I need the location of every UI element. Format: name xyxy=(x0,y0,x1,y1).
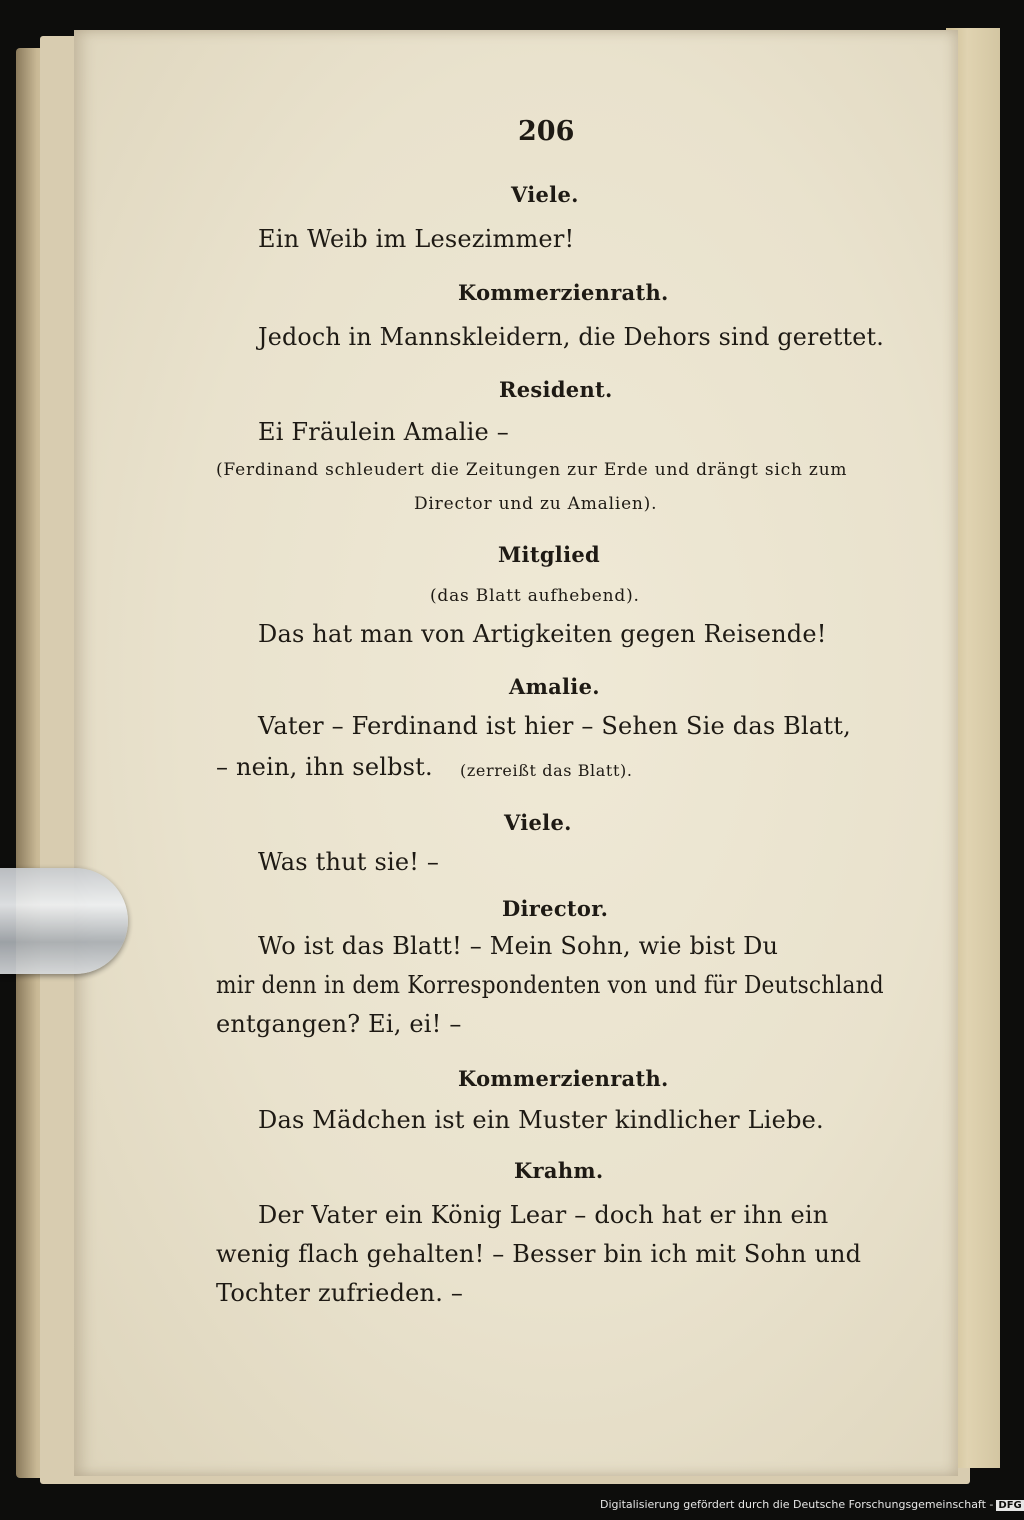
stage-direction: (Ferdinand schleudert die Zeitungen zur Erde und drängt sich zum xyxy=(216,460,848,480)
credit-text: Digitalisierung gefördert durch die Deutsche Forschungsgemeinschaft - xyxy=(600,1498,994,1511)
speaker-kommerzienrath-2: Kommerzienrath. xyxy=(458,1066,669,1091)
dialogue-line: Vater – Ferdinand ist hier – Sehen Sie das Blatt, xyxy=(258,712,851,740)
stage-direction: (das Blatt aufhebend). xyxy=(430,586,640,606)
dialogue-line: Der Vater ein König Lear – doch hat er ihn ein xyxy=(258,1201,829,1229)
digitization-credit xyxy=(600,1498,1024,1511)
page-number: 206 xyxy=(518,116,575,147)
stage-direction: Director und zu Amalien). xyxy=(414,494,658,514)
stage-direction: (zerreißt das Blatt). xyxy=(460,761,633,780)
dialogue-line: Das Mädchen ist ein Muster kindlicher Liebe. xyxy=(258,1106,824,1134)
page-clip xyxy=(0,868,128,974)
dialogue-line: – nein, ihn selbst. xyxy=(216,753,433,781)
dialogue-line: Ei Fräulein Amalie – xyxy=(258,418,509,446)
dialogue-line: wenig flach gehalten! – Besser bin ich mit Sohn und xyxy=(216,1240,862,1268)
dialogue-line: Jedoch in Mannskleidern, die Dehors sind gerettet. xyxy=(258,323,885,351)
speaker-viele-1: Viele. xyxy=(511,182,579,207)
dialogue-line: Tochter zufrieden. – xyxy=(216,1279,464,1307)
dfg-logo: DFG xyxy=(998,1500,1022,1511)
speaker-resident: Resident. xyxy=(499,377,613,402)
dialogue-line: mir denn in dem Korrespondenten von und für Deutschland xyxy=(216,971,884,999)
dialogue-line: Wo ist das Blatt! – Mein Sohn, wie bist Du xyxy=(258,932,779,960)
dialogue-line: entgangen? Ei, ei! – xyxy=(216,1010,462,1038)
dialogue-line: Ein Weib im Lesezimmer! xyxy=(258,225,575,253)
speaker-mitglied: Mitglied xyxy=(498,542,601,567)
dialogue-line: Das hat man von Artigkeiten gegen Reisende! xyxy=(258,620,827,648)
dialogue-line: Was thut sie! – xyxy=(258,848,440,876)
speaker-amalie: Amalie. xyxy=(509,674,600,699)
speaker-krahm: Krahm. xyxy=(514,1158,604,1183)
speaker-kommerzienrath-1: Kommerzienrath. xyxy=(458,280,669,305)
speaker-director: Director. xyxy=(502,896,609,921)
speaker-viele-2: Viele. xyxy=(504,810,572,835)
